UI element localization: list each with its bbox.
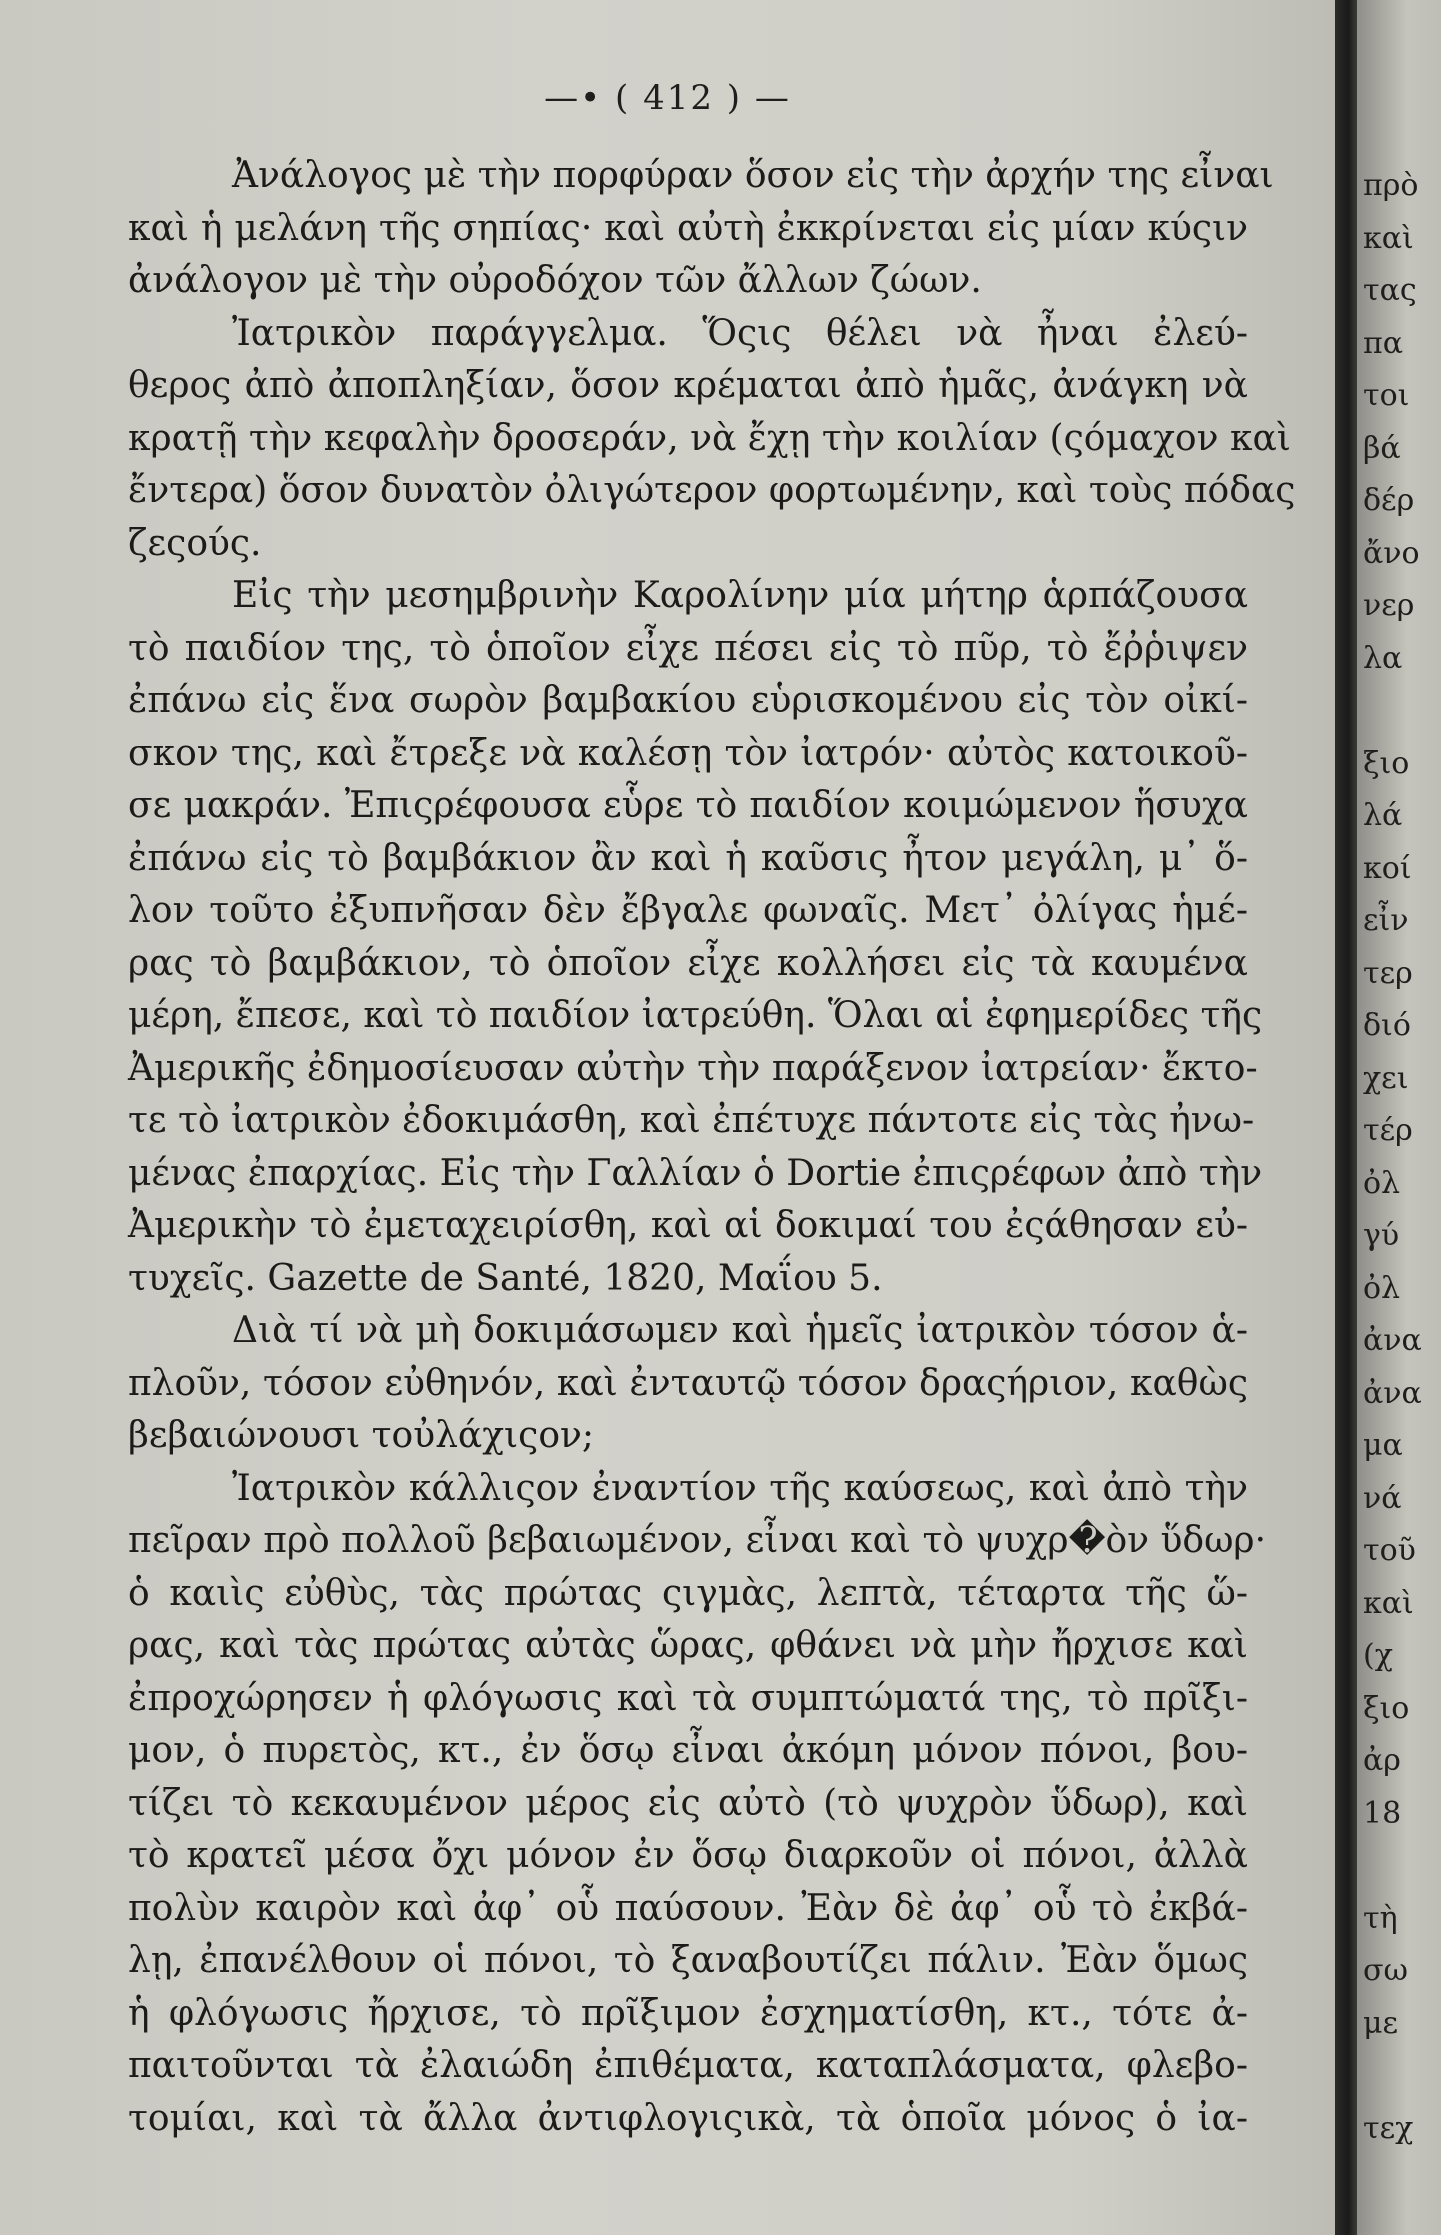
text-line: ἐπάνω εἰς τὸ βαμβάκιον ἂν καὶ ἡ καῦσις ἦτον μεγάλη, μ᾽ ὅ- [128,837,1248,879]
body-text [128,150,1296,2145]
text-line: Ἀμερικὴν τὸ ἐμεταχειρίσθη, καὶ αἱ δοκιμαί του ἐςάθησαν εὐ- [128,1205,1248,1246]
text-line: βεβαιώνουσι τοὐλάχιςον; [128,1415,595,1456]
edge-fragment: γύ [1363,1218,1400,1253]
edge-fragment: λα [1363,640,1403,676]
text-line: Ἀνάλογος μὲ τὴν πορφύραν ὅσον εἰς τὴν ἀρχήν της εἶναι [232,155,1274,196]
text-line: ρας, καὶ τὰς πρώτας αὐτὰς ὥρας, φθάνει νὰ μὴν ἤρχισε καὶ [128,1625,1248,1666]
edge-fragment: κοί [1363,850,1412,886]
edge-fragment: ἀνα [1363,1323,1422,1358]
edge-fragment: λά [1363,798,1403,833]
edge-fragment: νερ [1363,588,1415,623]
text-line: πολὺν καιρὸν καὶ ἀφ᾽ οὗ παύσουν. Ἐὰν δὲ ἀφ᾽ οὗ τὸ ἐκβά- [128,1887,1248,1929]
text-line: κρατῇ τὴν κεφαλὴν δροσεράν, νὰ ἔχῃ τὴν κοιλίαν (ςόμαχον καὶ [128,417,1291,459]
text-line: τίζει τὸ κεκαυμένον μέρος εἰς αὐτὸ (τὸ ψυχρὸν ὕδωρ), καὶ [128,1782,1248,1824]
text-line: Ἰατρικὸν παράγγελμα. Ὅςις θέλει νὰ ἦναι ἐλεύ- [232,312,1248,354]
text-line: ζεςούς. [128,522,262,564]
edge-fragment: χει [1363,1060,1409,1096]
text-line: Ἀμερικῆς ἐδημοσίευσαν αὐτὴν τὴν παράξενον ἰατρείαν· ἔκτο- [128,1047,1258,1089]
edge-fragment: (χ [1363,1638,1393,1673]
edge-fragment: ὀλ [1363,1270,1401,1306]
text-line: τὸ κρατεῖ μέσα ὄχι μόνον ἐν ὅσῳ διαρκοῦν οἱ πόνοι, ἀλλὰ [128,1835,1248,1876]
text-line: τε τὸ ἰατρικὸν ἐδοκιμάσθη, καὶ ἐπέτυχε πάντοτε εἰς τὰς ἠνω- [128,1100,1255,1141]
edge-fragment: τερ [1363,955,1413,991]
text-line: σε μακράν. Ἐπιςρέφουσα εὗρε τὸ παιδίον κοιμώμενον ἥσυχα [128,785,1248,826]
text-line: λον τοῦτο ἐξυπνῆσαν δὲν ἔβγαλε φωναῖς. Μετ᾽ ὀλίγας ἡμέ- [128,890,1248,931]
edge-fragment: δέρ [1363,483,1415,518]
edge-fragment: καὶ [1363,1585,1414,1621]
text-line: παιτοῦνται τὰ ἐλαιώδη ἐπιθέματα, καταπλάσματα, φλεβο- [128,2045,1248,2086]
text-line: λῃ, ἐπανέλθουν οἱ πόνοι, τὸ ξαναβουτίζει πάλιν. Ἐὰν ὅμως [128,1940,1248,1981]
edge-fragment [1363,1840,1439,1893]
text-line: μένας ἐπαρχίας. Εἰς τὴν Γαλλίαν ὁ Dortie ἐπιςρέφων ἀπὸ τὴν [128,1152,1263,1194]
edge-fragment: πρὸ [1363,168,1419,203]
edge-fragment [1363,2050,1439,2103]
edge-fragment: καὶ [1363,220,1414,256]
edge-fragment: τὴ [1363,1900,1398,1936]
edge-fragment: ὀλ [1363,1165,1401,1201]
edge-fragment: πα [1363,325,1403,361]
text-line: ἡ φλόγωσις ἤρχισε, τὸ πρῖξιμον ἐσχηματίσθη, κτ., τότε ἀ- [128,1992,1248,2034]
page-number-header: —• ( 412 ) — [544,78,791,118]
text-line: σκον της, καὶ ἔτρεξε νὰ καλέσῃ τὸν ἰατρόν· αὐτὸς κατοικοῦ- [128,732,1248,774]
text-line: ρας τὸ βαμβάκιον, τὸ ὁποῖον εἶχε κολλήσει εἰς τὰ καυμένα [128,942,1248,984]
text-line: θερος ἀπὸ ἀποπληξίαν, ὅσον κρέμαται ἀπὸ ἡμᾶς, ἀνάγκη νὰ [128,365,1248,406]
edge-fragment: τοι [1363,378,1410,413]
edge-fragment: ξιο [1363,745,1410,781]
text-line: ὁ καιὶς εὐθὺς, τὰς πρώτας ςιγμὰς, λεπτὰ, τέταρτα τῆς ὥ- [128,1572,1248,1614]
next-page-edge-text [1363,160,1439,2155]
edge-fragment: τέρ [1363,1113,1413,1148]
text-line: τυχεῖς. Gazette de Santé, 1820, Μαΐου 5. [128,1257,883,1299]
text-line: Διὰ τί νὰ μὴ δοκιμάσωμεν καὶ ἡμεῖς ἰατρικὸν τόσον ἁ- [232,1310,1248,1351]
text-line: ἔντερα) ὅσον δυνατὸν ὀλιγώτερον φορτωμένην, καὶ τοὺς πόδας [128,470,1296,511]
edge-fragment: με [1363,2005,1399,2041]
edge-fragment: σω [1363,1953,1408,1988]
edge-fragment: τοῦ [1363,1533,1416,1568]
text-line: τομίαι, καὶ τὰ ἄλλα ἀντιφλογιςικὰ, τὰ ὁποῖα μόνος ὁ ἰα- [128,2097,1248,2139]
edge-fragment: εἶν [1363,903,1409,938]
text-line: ἐπροχώρησεν ἡ φλόγωσις καὶ τὰ συμπτώματά της, τὸ πρῖξι- [128,1677,1248,1719]
edge-fragment: νά [1363,1480,1402,1516]
edge-fragment: ἀνα [1363,1375,1422,1411]
edge-fragment: ξιο [1363,1690,1410,1726]
text-line: καὶ ἡ μελάνη τῆς σηπίας· καὶ αὐτὴ ἐκκρίνεται εἰς μίαν κύςιν [128,207,1248,249]
text-line: ἐπάνω εἰς ἕνα σωρὸν βαμβακίου εὑρισκομένου εἰς τὸν οἰκί- [128,680,1248,721]
edge-fragment: τας [1363,273,1417,308]
edge-fragment: διό [1363,1008,1411,1043]
edge-fragment: ἄνο [1363,535,1420,571]
text-line: μον, ὁ πυρετὸς, κτ., ἐν ὅσῳ εἶναι ἀκόμη μόνον πόνοι, βου- [128,1730,1248,1771]
text-line: μέρη, ἔπεσε, καὶ τὸ παιδίον ἰατρεύθη. Ὅλαι αἱ ἐφημερίδες τῆς [128,995,1263,1036]
text-line: πλοῦν, τόσον εὐθηνόν, καὶ ἐνταυτῷ τόσον δραςήριον, καθὼς [128,1362,1248,1404]
text-line: τὸ παιδίον της, τὸ ὁποῖον εἶχε πέσει εἰς τὸ πῦρ, τὸ ἔῤῥιψεν [128,627,1248,669]
edge-fragment: ἀρ [1363,1743,1401,1778]
edge-fragment: τεχ [1363,2110,1414,2146]
book-page-right-edge [1357,0,1441,2235]
text-line: ἀνάλογον μὲ τὴν οὐροδόχον τῶν ἄλλων ζώων. [128,260,982,301]
edge-fragment: 18 [1363,1795,1402,1831]
edge-fragment [1363,685,1439,738]
text-line: Ἰατρικὸν κάλλιςον ἐναντίον τῆς καύσεως, καὶ ἀπὸ τὴν [232,1467,1248,1509]
edge-fragment: μα [1363,1428,1403,1463]
text-line: Εἰς τὴν μεσημβρινὴν Καρολίνην μία μήτηρ ἁρπάζουσα [232,575,1248,616]
book-spine-shadow [1335,0,1357,2235]
edge-fragment: βά [1363,430,1401,466]
text-line: πεῖραν πρὸ πολλοῦ βεβαιωμένον, εἶναι καὶ τὸ ψυχρ�ὸν ὕδωρ· [128,1520,1267,1561]
